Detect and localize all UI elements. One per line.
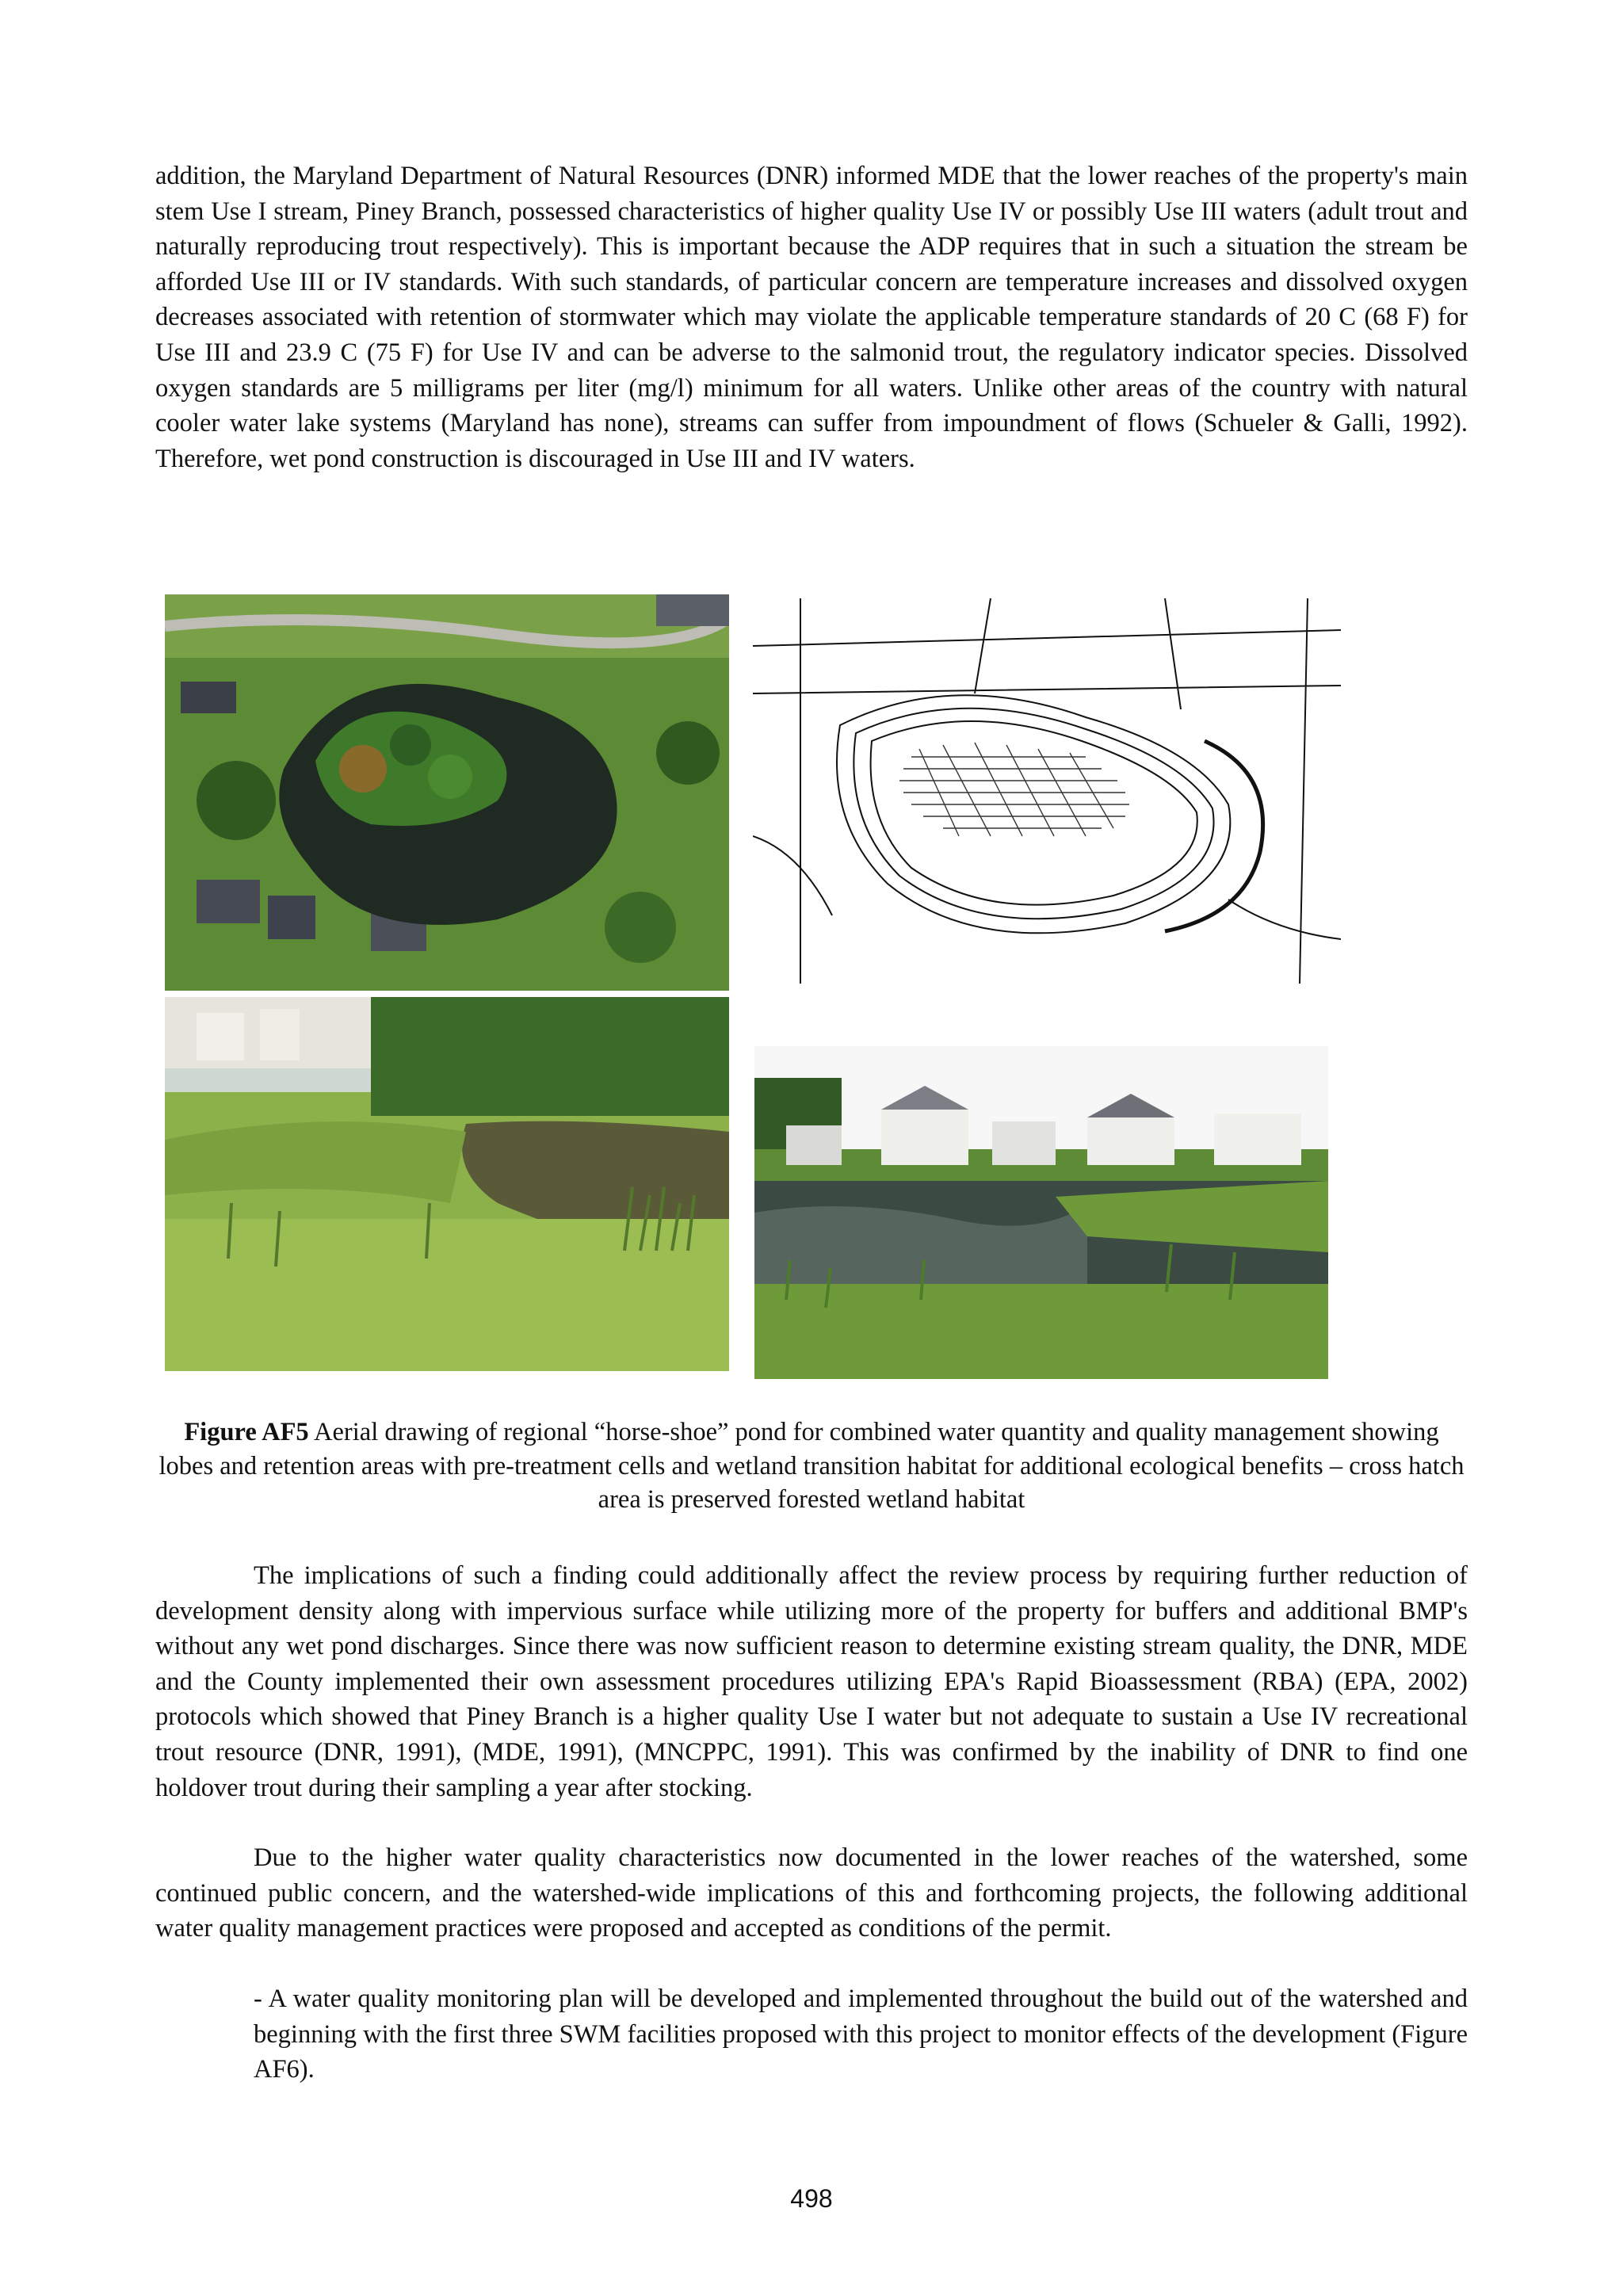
body-paragraph-3: Due to the higher water quality characteristics now documented in the lower reaches of the watershed, some continued public concern, and the watershed-wide implications of this and forthcoming projects, the following additional water quality management practices were proposed and accepted as conditions of the permit. xyxy=(155,1843,1468,1943)
figure-caption-text: Aerial drawing of regional “horse-shoe” pond for combined water quantity and quality management showing lobes and retention areas with pre-treatment cells and wetland transition habitat for additional ecological benefits – cross hatch area is preserved forested wetland habitat xyxy=(158,1418,1465,1514)
pond-site-plan-drawing xyxy=(753,598,1341,984)
aerial-pond-photo xyxy=(165,594,729,991)
wetland-planting-photo xyxy=(165,997,729,1371)
body-paragraph-2: The implications of such a finding could additionally affect the review process by requiring further reduction of development density along with impervious surface while utilizing more of the property for buffers and additional BMP's without any wet pond discharges. Since there was now sufficient reason to determine existing stream quality, the DNR, MDE and the County implemented their own assessment procedures utilizing EPA's Rapid Bioassessment (RBA) (EPA, 2002) protocols which showed that Piney Branch is a higher quality Use I water but not adequate to sustain a Use IV recreational trout resource (DNR, 1991), (MDE, 1991), (MNCPPC, 1991). This was confirmed by the inability of DNR to find one holdover trout during their sampling a year after stocking. xyxy=(155,1561,1468,1802)
restored-pond-photo xyxy=(754,1046,1328,1379)
figure-label: Figure AF5 xyxy=(184,1418,309,1446)
bullet-item: - A water quality monitoring plan will be developed and implemented throughout the build out of the watershed and beginning with the first three SWM facilities proposed with this project to monitor effects of the development (Figure AF6). xyxy=(254,1985,1468,2084)
body-paragraph-1: addition, the Maryland Department of Natural Resources (DNR) informed MDE that the lower reaches of the property's main stem Use I stream, Piney Branch, possessed characteristics of higher quality Use IV or possibly Use III waters (adult trout and naturally reproducing trout respectively). This is important because the ADP requires that in such a situation the stream be afforded Use III or IV standards. With such standards, of particular concern are temperature increases and dissolved oxygen decreases associated with retention of stormwater which may violate the applicable temperature standards of 20 C (68 F) for Use III and 23.9 C (75 F) for Use IV and can be adverse to the salmonid trout, the regulatory indicator species. Dissolved oxygen standards are 5 milligrams per liter (mg/l) minimum for all waters. Unlike other areas of the country with natural cooler water lake systems (Maryland has none), streams can suffer from impoundment of flows (Schueler & Galli, 1992). Therefore, wet pond construction is discouraged in Use III and IV waters. xyxy=(155,162,1468,473)
figure-caption xyxy=(155,1415,1468,1517)
page-number: 498 xyxy=(790,2184,833,2213)
